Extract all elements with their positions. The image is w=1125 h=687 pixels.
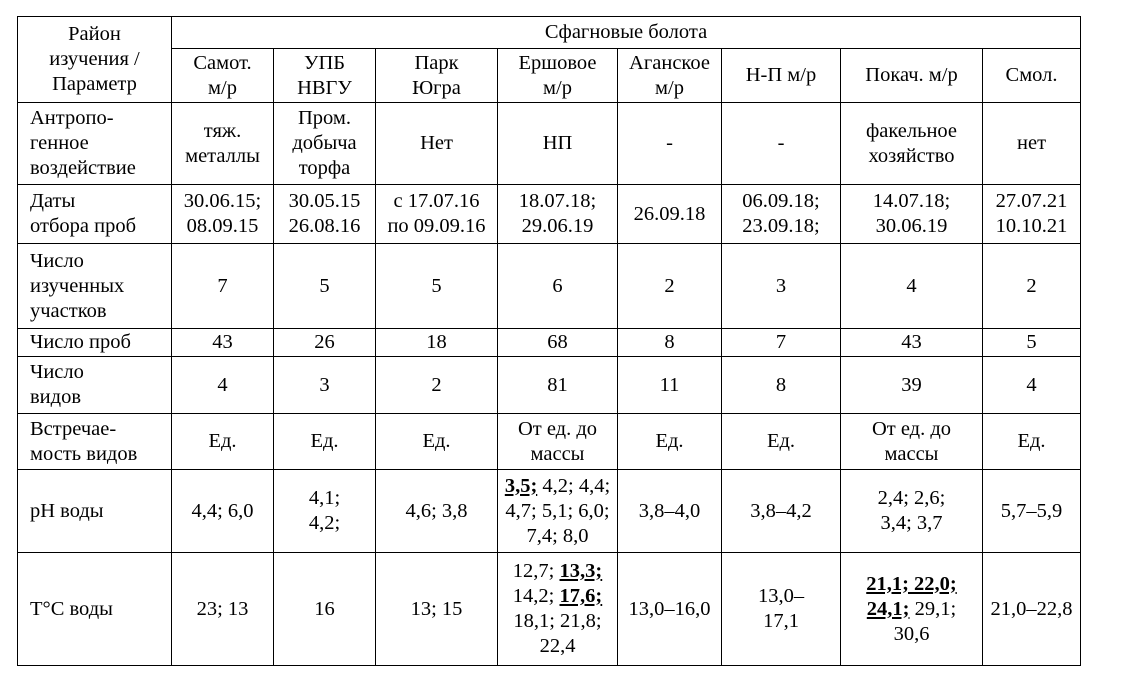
data-table (17, 16, 1081, 666)
col-header-pokachi: Покач. м/р (841, 49, 983, 103)
row-label-occurrence: Встречае- мость видов (18, 414, 172, 470)
table-cell: 16 (274, 553, 376, 666)
group-header: Сфагновые болота (172, 17, 1081, 49)
corner-header: Район изучения / Параметр (18, 17, 172, 103)
table-cell: 2 (376, 357, 498, 414)
row-label-anthropogenic: Антропо- генное воздействие (18, 103, 172, 185)
table-cell: От ед. до массы (498, 414, 618, 470)
table-cell: Ед. (172, 414, 274, 470)
table-cell: тяж. металлы (172, 103, 274, 185)
table-cell: От ед. до массы (841, 414, 983, 470)
table-cell: Ед. (618, 414, 722, 470)
table-cell: Нет (376, 103, 498, 185)
col-header-ershovoe: Ершовое м/р (498, 49, 618, 103)
table-cell: 2 (983, 244, 1081, 329)
table-cell: - (618, 103, 722, 185)
value-text: 18,1; 21,8; 22,4 (513, 610, 602, 657)
row-label-samples-count: Число проб (18, 329, 172, 357)
highlighted-value: 17,6; (559, 585, 603, 607)
table-cell: Ед. (376, 414, 498, 470)
table-cell: 5 (274, 244, 376, 329)
table-cell: НП (498, 103, 618, 185)
col-header-upb-nvgu: УПБ НВГУ (274, 49, 376, 103)
value-text: 4,2; 4,4; 4,7; 5,1; 6,0; 7,4; 8,0 (505, 474, 611, 547)
table-cell: 26.09.18 (618, 185, 722, 244)
highlighted-value: 13,3; (559, 560, 603, 582)
table-cell: Ед. (722, 414, 841, 470)
col-header-smol: Смол. (983, 49, 1081, 103)
table-cell: 4,6; 3,8 (376, 470, 498, 553)
table-cell: 5,7–5,9 (983, 470, 1081, 553)
table-cell: 27.07.21 10.10.21 (983, 185, 1081, 244)
table-cell: 4 (983, 357, 1081, 414)
table-cell: с 17.07.16 по 09.09.16 (376, 185, 498, 244)
table-cell: 81 (498, 357, 618, 414)
value-text: 12,7; (512, 560, 560, 582)
table-cell: 39 (841, 357, 983, 414)
table-cell: 4,1; 4,2; (274, 470, 376, 553)
table-cell: 7 (722, 329, 841, 357)
table-cell: 5 (376, 244, 498, 329)
highlighted-value: 24,1; (866, 597, 910, 620)
table-cell: факельное хозяйство (841, 103, 983, 185)
table-cell: 4,4; 6,0 (172, 470, 274, 553)
table-cell: 30.06.15; 08.09.15 (172, 185, 274, 244)
table-cell: 3,8–4,2 (722, 470, 841, 553)
table-cell: Пром. добыча торфа (274, 103, 376, 185)
table-cell: 13,0– 17,1 (722, 553, 841, 666)
table-cell: 3,8–4,0 (618, 470, 722, 553)
table-cell: 43 (172, 329, 274, 357)
table-cell: 43 (841, 329, 983, 357)
table-cell: 68 (498, 329, 618, 357)
table-cell: 4 (841, 244, 983, 329)
table-cell: 4 (172, 357, 274, 414)
table-cell: 7 (172, 244, 274, 329)
table-cell: 6 (498, 244, 618, 329)
table-cell: Ед. (983, 414, 1081, 470)
col-header-aganskoe: Аганское м/р (618, 49, 722, 103)
table-cell: 11 (618, 357, 722, 414)
table-cell: 21,0–22,8 (983, 553, 1081, 666)
table-cell: 23; 13 (172, 553, 274, 666)
table-cell-ph-ershovoe (498, 470, 618, 553)
col-header-park-yugra: Парк Югра (376, 49, 498, 103)
value-text: 14,2; (512, 585, 555, 607)
table-cell: 3 (274, 357, 376, 414)
table-cell: 5 (983, 329, 1081, 357)
table-cell: 3 (722, 244, 841, 329)
table-cell: Ед. (274, 414, 376, 470)
row-label-water-temp: Т°С воды (18, 553, 172, 666)
table-cell: 8 (722, 357, 841, 414)
table-cell: 13; 15 (376, 553, 498, 666)
table-cell-temp-pokachi (841, 553, 983, 666)
col-header-n-p: Н-П м/р (722, 49, 841, 103)
table-cell-temp-ershovoe (498, 553, 618, 666)
table-cell: 14.07.18; 30.06.19 (841, 185, 983, 244)
highlighted-value: 3,5; (504, 474, 538, 497)
table-cell: 18.07.18; 29.06.19 (498, 185, 618, 244)
table-cell: - (722, 103, 841, 185)
row-label-sampling-dates: Даты отбора проб (18, 185, 172, 244)
table-cell: 26 (274, 329, 376, 357)
highlighted-value: 21,1; 22,0; (866, 572, 957, 595)
table-cell: 06.09.18; 23.09.18; (722, 185, 841, 244)
table-cell: 2 (618, 244, 722, 329)
table-cell: 2,4; 2,6; 3,4; 3,7 (841, 470, 983, 553)
table-cell: нет (983, 103, 1081, 185)
col-header-samotlor: Самот. м/р (172, 49, 274, 103)
table-cell: 30.05.15 26.08.16 (274, 185, 376, 244)
table-cell: 13,0–16,0 (618, 553, 722, 666)
table-cell: 18 (376, 329, 498, 357)
row-label-species-count: Число видов (18, 357, 172, 414)
table-cell: 8 (618, 329, 722, 357)
row-label-ph: pH воды (18, 470, 172, 553)
value-text: 29,1; 30,6 (893, 597, 957, 645)
row-label-plots-count: Число изученных участков (18, 244, 172, 329)
